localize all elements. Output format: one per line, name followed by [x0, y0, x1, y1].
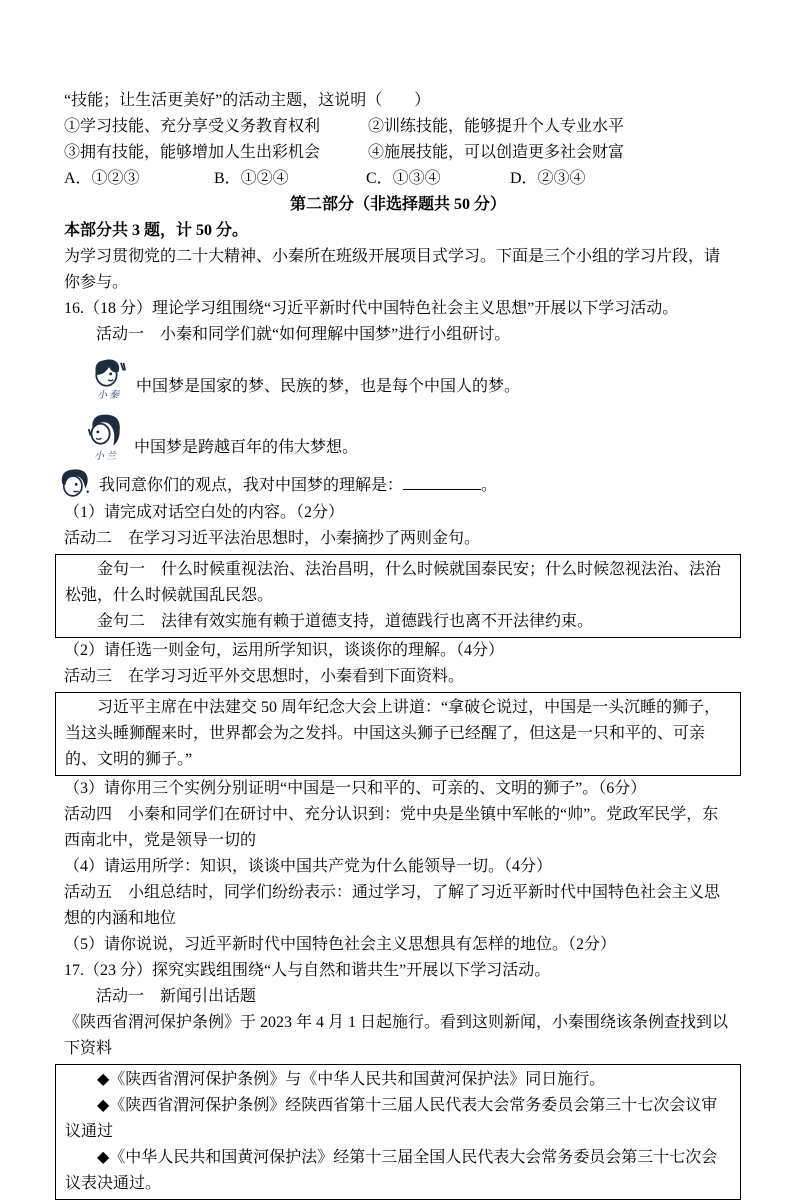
q17-heading: 17.（23 分）探究实践组围绕“人与自然和谐共生”开展以下学习活动。: [64, 962, 551, 979]
q15-choice-c: C．①③④: [366, 170, 441, 187]
dialogue-row-student: [58, 467, 732, 500]
diplomacy-material-box: [55, 692, 741, 776]
q16-activity4: 活动四 小秦和同学们在研讨中、充分认识到：党中央是坐镇中军帐的“帅”。党政军民学，东西南北中，党是领导一切的: [64, 806, 719, 849]
xiaolan-avatar: [86, 411, 126, 462]
answer-blank-line: [403, 487, 481, 490]
q16-heading: 16.（18 分）理论学习组围绕“习近平新时代中国特色社会主义思想”开展以下学习活动。: [64, 300, 679, 317]
xiaoqin-avatar-label: 小秦: [97, 390, 121, 401]
xiaolan-avatar-label: 小兰: [94, 451, 118, 462]
q15-option-4: ④施展技能，可以创造更多社会财富: [368, 144, 625, 161]
q16-activity1: 活动一 小秦和同学们就“如何理解中国梦”进行小组研讨。: [96, 326, 511, 343]
q16-sub3: （3）请你用三个实例分别证明“中国是一只和平的、可亲的、文明的狮子”。（6分）: [64, 780, 647, 797]
q16-sub4: （4）请运用所学：知识，谈谈中国共产党为什么能领导一切。（4分）: [64, 858, 553, 875]
student-avatar: [58, 467, 91, 500]
xiaoqin-speech: 中国梦是国家的梦、民族的梦，也是每个中国人的梦。: [136, 378, 521, 395]
q16-sub5: （5）请你说说，习近平新时代中国特色社会主义思想具有怎样的地位。（2分）: [64, 936, 617, 953]
q15-choice-d: D．②③④: [510, 170, 586, 187]
regulation-info-item-2: ◆《陕西省渭河保护条例》经陕西省第十三届人民代表大会常务委员会第三十七次会议审议通过: [65, 1097, 718, 1140]
q16-activity5: 活动五 小组总结时，同学们纷纷表示：通过学习，了解了习近平新时代中国特色社会主义思想的内涵和地位: [64, 884, 721, 927]
girl-avatar-icon: [86, 411, 126, 451]
student-speech-before-blank: 我同意你们的观点，我对中国梦的理解是：: [99, 477, 404, 494]
golden-quote-2: 金句二 法律有效实施有赖于道德支持，道德践行也离不开法律约束。: [97, 613, 594, 630]
diplomacy-material-text: 习近平主席在中法建交 50 周年纪念大会上讲道：“拿破仑说过，中国是一头沉睡的狮子，当这头睡狮醒来时，世界都会为之发抖。中国这头狮子已经醒了，但这是一只和平的、可亲的、文明的狮子。”: [65, 699, 721, 768]
q16-activity2: 活动二 在学习习近平法治思想时，小秦摘抄了两则金句。: [64, 530, 481, 547]
boy-avatar-icon: [90, 356, 128, 390]
dialogue-row-xiaoqin: [90, 356, 732, 401]
q17-news: 《陕西省渭河保护条例》于 2023 年 4 月 1 日起施行。看到这则新闻，小秦围绕该条例查找到以下资料: [64, 1014, 729, 1057]
xiaoqin-avatar: [90, 356, 128, 401]
section2-title: 第二部分（非选择题共 50 分）: [289, 196, 506, 213]
q15-option-3: ③拥有技能，能够增加人生出彩机会: [64, 144, 321, 161]
section2-intro: 本部分共 3 题，计 50 分。: [64, 222, 249, 239]
q16-sub1: （1）请完成对话空白处的内容。（2分）: [64, 504, 345, 521]
q16-activity3: 活动三 在学习习近平外交思想时，小秦看到下面资料。: [64, 668, 465, 685]
q15-choice-b: B．①②④: [214, 170, 289, 187]
dialogue-row-xiaolan: [86, 411, 732, 462]
q15-options: [64, 114, 732, 166]
q15-choices: [64, 166, 732, 192]
student-speech-after-blank: 。: [481, 477, 498, 494]
q15-option-1: ①学习技能、充分享受义务教育权利: [64, 118, 321, 135]
section2-lead: 为学习贯彻党的二十大精神、小秦所在班级开展项目式学习。下面是三个小组的学习片段，请你参与。: [64, 248, 721, 291]
q15-option-2: ②训练技能，能够提升个人专业水平: [368, 118, 625, 135]
q15-choice-a: A．①②③: [64, 170, 140, 187]
student-speech: [99, 473, 497, 500]
student-avatar-icon: [58, 467, 91, 500]
q15-stem: “技能；让生活更美好”的活动主题，这说明（ ）: [64, 92, 431, 109]
golden-quotes-box: [55, 554, 741, 638]
regulation-info-box: [55, 1064, 741, 1200]
regulation-info-item-1: ◆《陕西省渭河保护条例》与《中华人民共和国黄河保护法》同日施行。: [97, 1071, 606, 1088]
golden-quote-1: 金句一 什么时候重视法治、法治昌明，什么时候就国泰民安；什么时候忽视法治、法治松弛，什么时候就国乱民怨。: [65, 561, 722, 604]
xiaolan-speech: 中国梦是跨越百年的伟大梦想。: [134, 439, 359, 456]
q17-activity1: 活动一 新闻引出话题: [96, 988, 257, 1005]
q16-sub2: （2）请任选一则金句，运用所学知识，谈谈你的理解。（4分）: [64, 642, 505, 659]
regulation-info-item-3: ◆《中华人民共和国黄河保护法》经第十三届全国人民代表大会常务委员会第三十七次会议表决通过。: [65, 1149, 718, 1192]
